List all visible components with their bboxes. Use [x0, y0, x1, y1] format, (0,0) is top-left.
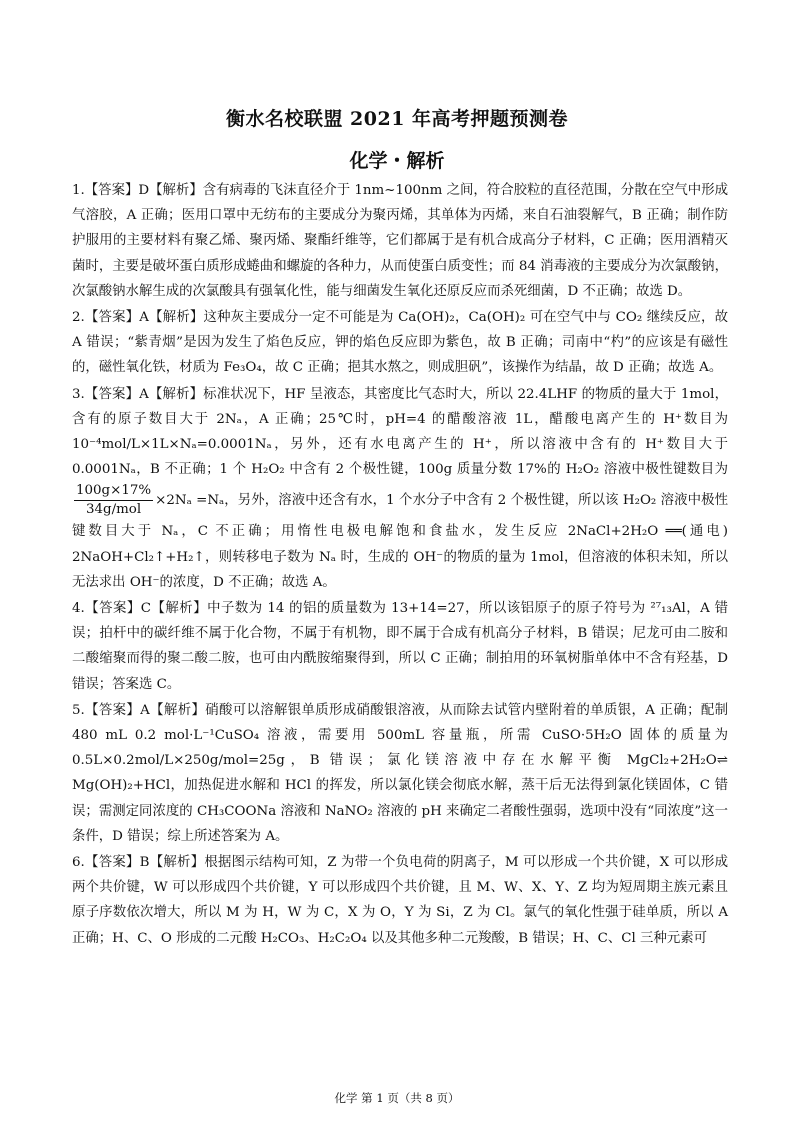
question-1-explanation: 1.【答案】D【解析】含有病毒的飞沫直径介于 1nm~100nm 之间，符合胶粒的直径范围，分散在空气中形成气溶胶，A 正确；医用口罩中无纺布的主要成分为聚丙烯，其单体为丙烯，来自石油裂解气，B 正确；制作防护服用的主要材料有聚乙烯、聚丙烯、聚酯纤维等，它们都属于是有机合成高分子材料，C 正确；医用酒精灭菌时，主要是破坏蛋白质形成蜷曲和螺旋的各种力，从而使蛋白质变性；而 84 消毒液的主要成分为次氯酸钠，次氯酸钠水解生成的次氯酸具有强氧化性，能与细菌发生氧化还原反应而杀死细菌，D 不正确；故选 D。: [72, 183, 728, 299]
fraction-denominator: 34g/mol: [85, 502, 142, 518]
question-2-explanation: 2.【答案】A【解析】这种灰主要成分一定不可能是为 Ca(OH)₂，Ca(OH)₂ 可在空气中与 CO₂ 继续反应，故 A 错误；“紫青烟”是因为发生了焰色反应，钾的焰色反应即为紫色，故 B 正确；司南中“杓”的应该是有磁性的，磁性氧化铁，材质为 Fe₃O₄，故 C 正确；挹其水熬之，则成胆矾”，该操作为结晶，故 D 正确；故选 A。: [72, 310, 728, 376]
question-5-explanation: 5.【答案】A【解析】硝酸可以溶解银单质形成硝酸银溶液，从而除去试管内壁附着的单质银，A 正确；配制 480 mL 0.2 mol·L⁻¹CuSO₄ 溶液，需要用 500mL 容量瓶，所需 CuSO·5H₂O 固体的质量为 0.5L×0.2mol/L×250g/mol=25g，B 错误；氯化镁溶液中存在水解平衡 MgCl₂+2H₂O⇌ Mg(OH)₂+HCl，加热促进水解和 HCl 的挥发，所以氯化镁会彻底水解，蒸干后无法得到氯化镁固体，C 错误；需测定同浓度的 CH₃COONa 溶液和 NaNO₂ 溶液的 pH 来确定二者酸性强弱，选项中没有“同浓度”这一条件，D 错误；综上所述答案为 A。: [72, 702, 728, 844]
question-4-explanation: 4.【答案】C【解析】中子数为 14 的铝的质量数为 13+14=27，所以该铝原子的原子符号为 ²⁷₁₃Al，A 错误；拍杆中的碳纤维不属于化合物，不属于有机物，即不属于合成有机高分子材料，B 错误；尼龙可由二胺和二酸缩聚而得的聚二酸二胺，也可由内酰胺缩聚得到，所以 C 正确；制拍用的环氧树脂单体中不含有羟基，D 错误；答案选 C。: [72, 601, 728, 692]
document-title: 衡水名校联盟 2021 年高考押题预测卷: [225, 108, 569, 130]
question-3-part1: 3.【答案】A【解析】标准状况下，HF 呈液态，其密度比气态时大，所以 22.4LHF 的物质的量大于 1mol，含有的原子数目大于 2Nₐ，A 正确；25℃时，pH=4 的醋酸溶液 1L，醋酸电离产生的 H⁺数目为 10⁻⁴mol/L×1L×Nₐ=0.0001Nₐ，另外，还有水电离产生的 H⁺，所以溶液中含有的 H⁺数目大于 0.0001Nₐ，B 不正确；1 个 H₂O₂ 中含有 2 个极性键，100g 质量分数 17%的 H₂O₂ 溶液中极性键数目为: [72, 386, 728, 478]
fraction-numerator: 100g×17%: [74, 482, 153, 501]
document-subtitle: 化学・解析: [349, 150, 445, 172]
answer-content: [72, 178, 728, 952]
question-3-part2: =Nₐ，另外，溶液中还含有水，1 个水分子中含有 2 个极性键，所以该 H₂O₂ 溶液中极性键数目大于 Nₐ，C 不正确；用惰性电极电解饱和食盐水，发生反应 2NaCl+2H₂O ══(通电) 2NaOH+Cl₂↑+H₂↑，则转移电子数为 Nₐ 时，生成的 OH⁻的物质的量为 1mol，但溶液的体积未知，所以无法求出 OH⁻的浓度，D 不正确；故选 A。: [72, 493, 728, 590]
question-6-explanation: 6.【答案】B【解析】根据图示结构可知，Z 为带一个负电荷的阴离子，M 可以形成一个共价键，X 可以形成两个共价键，W 可以形成四个共价键，Y 可以形成四个共价键，且 M、W、X、Y、Z 均为短周期主族元素且原子序数依次增大，所以 M 为 H，W 为 C，X 为 O，Y 为 Si，Z 为 Cl。氯气的氧化性强于硅单质，所以 A 正确；H、C、O 形成的二元酸 H₂CO₃、H₂C₂O₄ 以及其他多种二元羧酸，B 错误；H、C、Cl 三种元素可: [72, 855, 728, 946]
polar-bond-fraction: [74, 482, 153, 519]
fraction-multiplier: ×2Nₐ: [155, 493, 192, 509]
question-3-explanation: [72, 382, 728, 595]
page-footer: 化学 第 1 页（共 8 页）: [334, 1091, 460, 1105]
